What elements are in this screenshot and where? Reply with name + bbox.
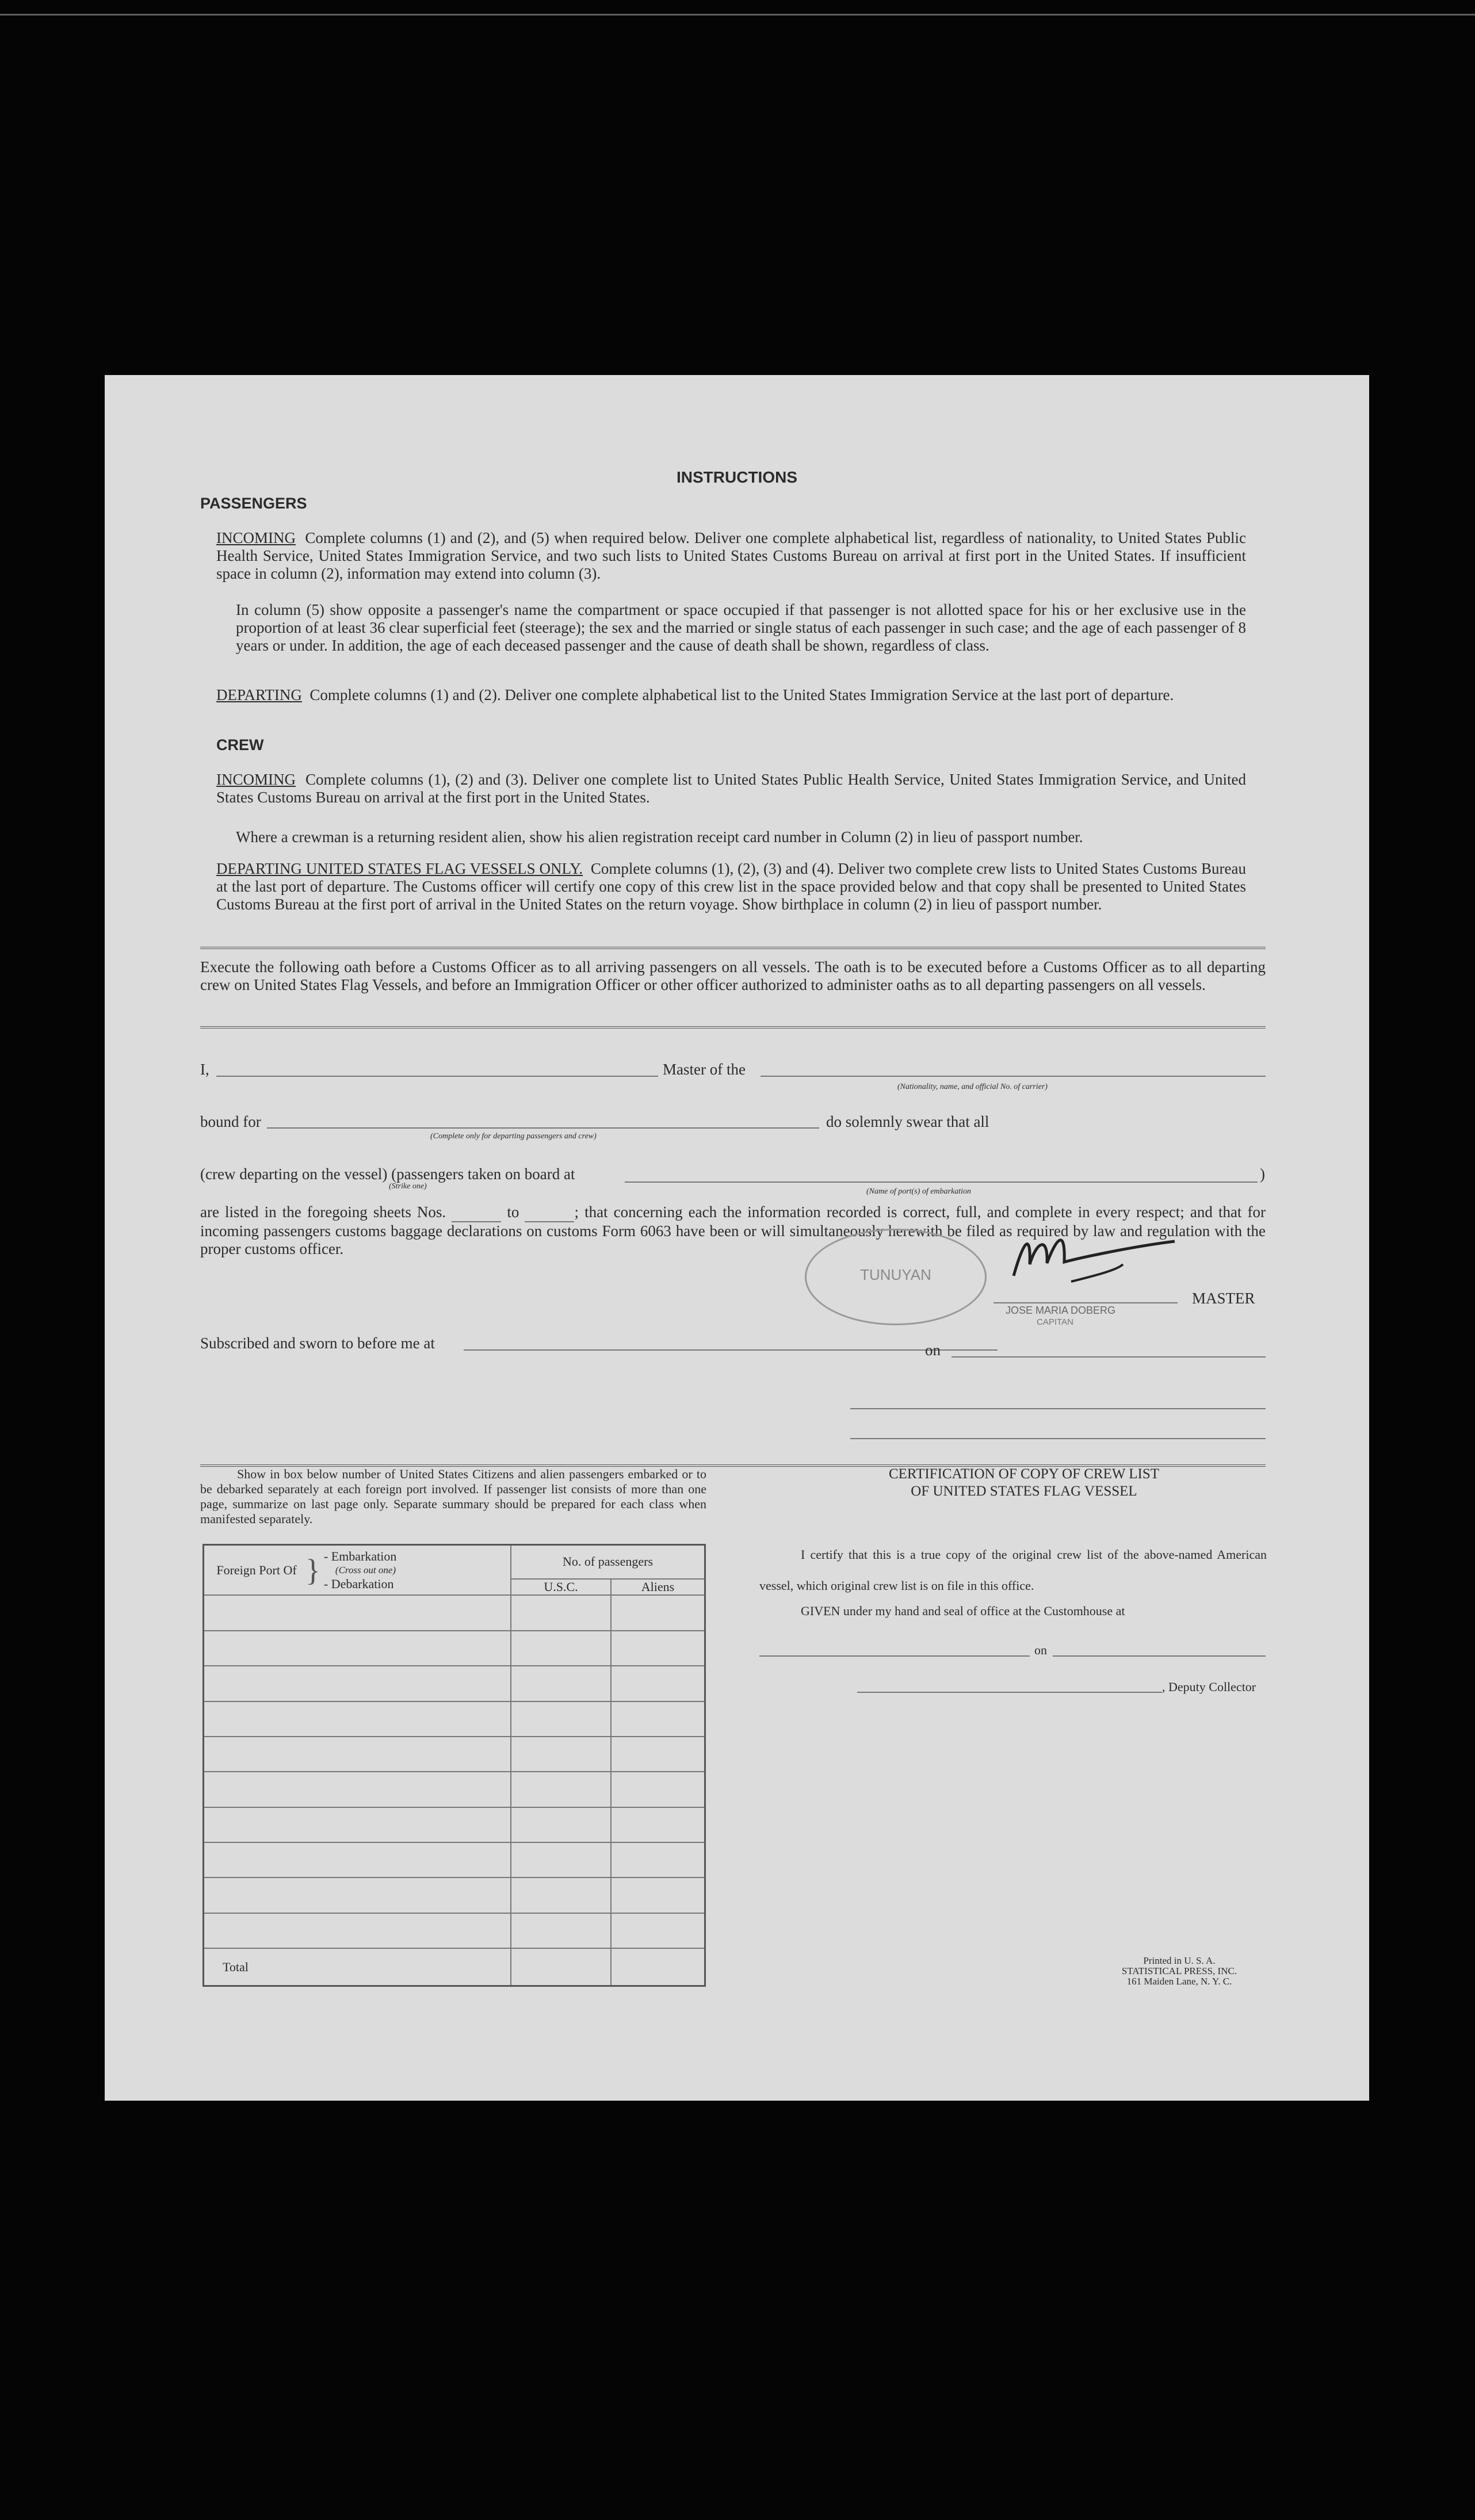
crew-departing-paragraph: [216, 860, 1246, 913]
printer-line3: 161 Maiden Lane, N. Y. C.: [1126, 1976, 1232, 1987]
usc-cell[interactable]: [511, 1701, 611, 1737]
usc-cell[interactable]: [511, 1666, 611, 1701]
passengers-incoming-label: INCOMING: [216, 529, 296, 546]
port-cell[interactable]: [204, 1913, 511, 1948]
passengers-departing-text: Complete columns (1) and (2). Deliver one complete alphabetical list to the United States Immigration Service at the last port of departure.: [309, 686, 1174, 703]
brace-icon: }: [305, 1552, 320, 1588]
customhouse-field[interactable]: [759, 1655, 1030, 1657]
passengers-departing-label: DEPARTING: [216, 686, 302, 703]
divider: [200, 1026, 1266, 1028]
aliens-cell[interactable]: [611, 1631, 705, 1666]
total-usc-cell[interactable]: [511, 1948, 611, 1986]
deputy-collector-field[interactable]: [857, 1692, 1162, 1693]
sworn-on-label: on: [925, 1341, 941, 1359]
aliens-cell[interactable]: [611, 1595, 705, 1630]
embarkation-port-field[interactable]: [625, 1181, 1258, 1183]
master-label: MASTER: [1192, 1290, 1255, 1307]
crew-departing-label: DEPARTING UNITED STATES FLAG VESSELS ONLY.: [216, 860, 583, 877]
aliens-cell[interactable]: [611, 1666, 705, 1701]
usc-cell[interactable]: [511, 1772, 611, 1807]
total-aliens-cell[interactable]: [611, 1948, 705, 1986]
crew-departing-text: Complete columns (1), (2), (3) and (4). Deliver two complete crew lists to United States Customs Bureau at the last port of departure. The Customs officer will certify one copy of this crew list in the space provided below and that copy shall be presented to United States Customs Bureau at the first port of arrival in the United States on the return voyage. Show birthplace in column (2) in lieu of passport number.: [216, 860, 1246, 913]
col-aliens: Aliens: [611, 1579, 705, 1596]
aliens-cell[interactable]: [611, 1772, 705, 1807]
sworn-date-field[interactable]: [952, 1356, 1266, 1357]
col-debarkation: - Debarkation: [323, 1576, 394, 1591]
close-paren: ): [1260, 1165, 1265, 1183]
usc-cell[interactable]: [511, 1807, 611, 1842]
nationality-caption: (Nationality, name, and official No. of carrier): [897, 1083, 1048, 1091]
aliens-cell[interactable]: [611, 1737, 705, 1772]
port-cell[interactable]: [204, 1807, 511, 1842]
summary-note: Show in box below number of United States Citizens and alien passengers embarked or to be debarked separately at each foreign port involved. If passenger list consists of more than one page, summarize on last page only. Separate summary should be prepared for each class when manifested separately.: [200, 1467, 706, 1526]
aliens-cell[interactable]: [611, 1877, 705, 1913]
sheets-to: to: [507, 1203, 519, 1221]
stamp-signature-name: JOSE MARIA DOBERG: [1006, 1305, 1116, 1316]
certification-text2: GIVEN under my hand and seal of office at the Customhouse at: [801, 1604, 1125, 1618]
crew-departing-oath-label: (crew departing on the vessel) (passengers taken on board at: [200, 1165, 575, 1183]
vessel-field[interactable]: [761, 1076, 1266, 1077]
master-signature: [1002, 1224, 1186, 1293]
port-cell[interactable]: [204, 1877, 511, 1913]
passengers-column5-paragraph: In column (5) show opposite a passenger's name the compartment or space occupied if that passenger is not allotted space for his or her exclusive use in the proportion of at least 36 clear superficial feet (steerage); the sex and the married or single status of each passenger in such case; and the age of each passenger of 8 years or under. In addition, the age of each deceased passenger and the cause of death shall be shown, regardless of class.: [236, 601, 1246, 654]
crew-incoming-text: Complete columns (1), (2) and (3). Deliver one complete list to United States Public Health Service, United States Immigration Service, and United States Customs Bureau on arrival at the first port in the United States.: [216, 771, 1247, 806]
col-no-passengers: No. of passengers: [511, 1545, 705, 1579]
total-label: Total: [204, 1948, 511, 1986]
col-foreign: Foreign Port Of: [216, 1563, 297, 1578]
header-port-cell: [204, 1545, 511, 1596]
port-cell[interactable]: [204, 1631, 511, 1666]
usc-cell[interactable]: [511, 1595, 611, 1630]
sheets-text-1: are listed in the foregoing sheets Nos.: [200, 1203, 446, 1221]
officer-title-field[interactable]: [850, 1438, 1266, 1439]
passengers-departing-paragraph: [216, 686, 1246, 704]
officer-signature-field[interactable]: [850, 1408, 1266, 1409]
solemnly-label: do solemnly swear that all: [826, 1113, 989, 1130]
col-usc: U.S.C.: [511, 1579, 611, 1596]
printer-imprint: [1082, 1956, 1277, 1987]
usc-cell[interactable]: [511, 1631, 611, 1666]
printer-line2: STATISTICAL PRESS, INC.: [1121, 1965, 1237, 1976]
master-signature-line[interactable]: [993, 1302, 1178, 1303]
port-cell[interactable]: [204, 1595, 511, 1630]
aliens-cell[interactable]: [611, 1913, 705, 1948]
port-caption: (Name of port(s) of embarkation: [866, 1187, 971, 1196]
strike-caption: (Strike one): [389, 1182, 427, 1191]
certification-text1: I certify that this is a true copy of the original crew list of the above-named American vessel, which original crew list is on file in this office.: [759, 1547, 1267, 1593]
passenger-summary-table: [202, 1544, 706, 1987]
usc-cell[interactable]: [511, 1913, 611, 1948]
port-cell[interactable]: [204, 1737, 511, 1772]
crew-incoming-paragraph: [216, 771, 1246, 806]
stamp-signature-title: CAPITAN: [1037, 1317, 1073, 1327]
sheet-from-field[interactable]: [452, 1203, 501, 1222]
usc-cell[interactable]: [511, 1737, 611, 1772]
printer-line1: Printed in U. S. A.: [1143, 1955, 1216, 1966]
port-cell[interactable]: [204, 1842, 511, 1877]
aliens-cell[interactable]: [611, 1807, 705, 1842]
passengers-incoming-text: Complete columns (1) and (2), and (5) when required below. Deliver one complete alphabetical list, regardless of nationality, to United States Public Health Service, United States Immigration Service, and two such lists to United States Customs Bureau on arrival at first port in the United States. If insufficient space in column (2), information may extend into column (3).: [216, 529, 1247, 582]
oath-intro: Execute the following oath before a Customs Officer as to all arriving passengers on all vessels. The oath is to be executed before a Customs Officer as to all departing crew on United States Flag Vessels, and before an Immigration Officer or other officer authorized to administer oaths as to all departing passengers on all vessels.: [200, 958, 1266, 993]
crew-resident-paragraph: Where a crewman is a returning resident alien, show his alien registration receipt card number in Column (2) in lieu of passport number.: [236, 828, 1083, 846]
crew-incoming-label: INCOMING: [216, 771, 296, 788]
crew-heading: CREW: [216, 736, 264, 754]
official-stamp: [805, 1229, 987, 1325]
port-cell[interactable]: [204, 1666, 511, 1701]
instructions-title: INSTRUCTIONS: [677, 468, 797, 486]
port-cell[interactable]: [204, 1772, 511, 1807]
bound-for-label: bound for: [200, 1113, 261, 1130]
subscribed-label: Subscribed and sworn to before me at: [200, 1334, 435, 1352]
divider: [200, 947, 1266, 949]
aliens-cell[interactable]: [611, 1701, 705, 1737]
master-of-label: Master of the: [663, 1061, 746, 1078]
col-cross: (Cross out one): [335, 1564, 396, 1576]
certification-on-label: on: [1034, 1643, 1047, 1657]
oath-i-label: I,: [200, 1061, 209, 1078]
port-cell[interactable]: [204, 1701, 511, 1737]
film-edge-line: [0, 14, 1475, 16]
usc-cell[interactable]: [511, 1877, 611, 1913]
usc-cell[interactable]: [511, 1842, 611, 1877]
certification-title-line2: OF UNITED STATES FLAG VESSEL: [911, 1483, 1137, 1499]
sheets-text-2: ; that concerning each the information recorded is correct, full, and complete in every respect; and that for incoming passengers customs baggage declarations on customs Form 6063 have been or will simultaneously herewith be filed as required by law and regulation with the proper customs officer.: [200, 1203, 1266, 1257]
sworn-place-field[interactable]: [464, 1349, 998, 1351]
aliens-cell[interactable]: [611, 1842, 705, 1877]
master-name-field[interactable]: [216, 1076, 658, 1077]
stamp-center-text: TUNUYAN: [860, 1266, 931, 1283]
certification-title: [759, 1466, 1289, 1500]
deputy-collector-label: , Deputy Collector: [1162, 1680, 1256, 1694]
certification-title-line1: CERTIFICATION OF COPY OF CREW LIST: [888, 1466, 1160, 1482]
sheet-to-field[interactable]: [525, 1203, 574, 1222]
bound-for-field[interactable]: [267, 1127, 819, 1129]
bound-for-caption: (Complete only for departing passengers and crew): [430, 1132, 597, 1141]
certification-date-field[interactable]: [1053, 1655, 1266, 1657]
passengers-incoming-paragraph: [216, 529, 1246, 583]
passengers-heading: PASSENGERS: [200, 495, 307, 512]
col-embarkation: - Embarkation: [323, 1548, 397, 1563]
